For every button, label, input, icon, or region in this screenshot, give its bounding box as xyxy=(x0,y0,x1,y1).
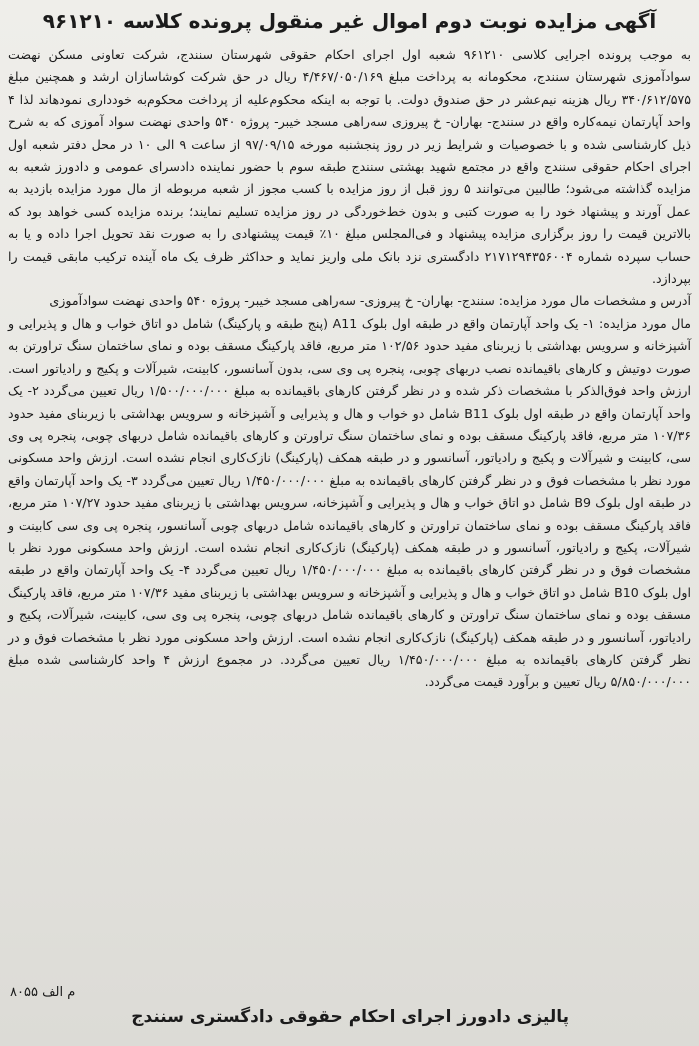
notice-paragraph-address: آدرس و مشخصات مال مورد مزایده: سنندج- بهاران- خ پیروزی- سه‌راهی مسجد خیبر- پروژه ۵۴۰ واحدی نهضت سوادآموزی xyxy=(49,293,691,309)
notice-title: آگهی مزایده نوبت دوم اموال غیر منقول پرونده کلاسه ۹۶۱۲۱۰ xyxy=(42,9,657,33)
notice-paragraph-items: مال مورد مزایده: ۱- یک واحد آپارتمان واقع در طبقه اول بلوک A11 (پنج طبقه و پارکینگ) شامل دو اتاق خواب و هال و پذیرایی و آشپزخانه و سرویس بهداشتی با زیربنای مفید حدود ۱۰۲/۵۶ متر مربع، فاقد پارکینگ مسقف بوده و نمای ساختمان سنگ تراورتن به صورت دوتیش و کارهای باقیمانده نصب دربهای چوبی، پنجره پی وی سی، بدون آسانسور، کابینت، شیرآلات و پکیج و رادیاتور است. ارزش واحد فوق‌الذکر با مشخصات ذکر شده و در نظر گرفتن کارهای باقیمانده به مبلغ ۱/۵۰۰/۰۰۰/۰۰۰ ریال تعیین می‌گردد ۲- یک واحد آپارتمان واقع در طبقه اول بلوک B11 شامل دو خواب و هال و پذیرایی و آشپزخانه و سرویس بهداشتی با زیربنای مفید حدود ۱۰۷/۳۶ متر مربع، فاقد پارکینگ مسقف بوده و نمای ساختمان سنگ تراورتن و کارهای باقیمانده شامل دربهای چوبی، پنجره پی وی سی، کابینت و شیرآلات و پکیج و رادیاتور، آسانسور و در طبقه همکف (پارکینگ) نازک‌کاری انجام نشده است. ارزش واحد مسکونی مورد نظر با مشخصات فوق و در نظر گرفتن کارهای باقیمانده به مبلغ ۱/۴۵۰/۰۰۰/۰۰۰ ریال تعیین می‌گردد ۳- یک واحد آپارتمان واقع در طبقه اول بلوک B9 شامل دو اتاق خواب و هال و پذیرایی و آشپزخانه، سرویس بهداشتی با زیربنای مفید حدود ۱۰۷/۲۷ متر مربع، فاقد پارکینگ مسقف بوده و نمای ساختمان تراورتن و کارهای باقیمانده شامل دربهای چوبی آسانسور، پنجره پی وی سی کابینت و شیرآلات، پکیج و رادیاتور، آسانسور و در طبقه همکف (پارکینگ) نازک‌کاری انجام نشده است. ارزش واحد مسکونی مورد نظر با مشخصات فوق و در نظر گرفتن کارهای باقیمانده به مبلغ ۱/۴۵۰/۰۰۰/۰۰۰ ریال تعیین می‌گردد ۴- یک واحد آپارتمان واقع در طبقه اول بلوک B10 شامل دو اتاق خواب و هال و پذیرایی و آشپزخانه و سرویس بهداشتی با زیربنای مفید ۱۰۷/۳۶ متر مربع، فاقد پارکینگ مسقف بوده و نمای ساختمان سنگ تراورتن و کارهای باقیمانده شامل دربهای چوبی، پنجره پی وی سی، کابینت، شیرآلات، پکیج و رادیاتور، آسانسور و در طبقه همکف (پارکینگ) نازک‌کاری انجام نشده است. ارزش واحد مسکونی مورد نظر با مشخصات فوق و در نظر گرفتن کارهای باقیمانده به مبلغ ۱/۴۵۰/۰۰۰/۰۰۰ ریال تعیین می‌گردد. در مجموع ارزش ۴ واحد کارشناسی شده مبلغ ۵/۸۵۰/۰۰۰/۰۰۰ ریال تعیین و برآورد قیمت می‌گردد. xyxy=(8,315,692,690)
notice-paragraph-intro: به موجب پرونده اجرایی کلاسی ۹۶۱۲۱۰ شعبه اول اجرای احکام حقوقی شهرستان سنندج، شرکت تعاونی مسکن نهضت سوادآموزی شهرستان سنندج، محکومانه به پرداخت مبلغ ۴/۴۶۷/۰۵۰/۱۶۹ ریال در حق شرکت کوشاسازان ارشد و همچنین مبلغ ۳۴۰/۶۱۲/۵۷۵ ریال هزینه نیم‌عشر در حق صندوق دولت. با توجه به اینکه محکوم‌علیه از پرداخت محکوم‌به خودداری نمودهاند لذا ۴ واحد آپارتمان نیمه‌کاره واقع در سنندج- بهاران- خ پیروزی سه‌راهی مسجد خیبر- پروژه ۵۴۰ واحدی نهضت سواد آموزی که به شرح ذیل کارشناسی شده و با خصوصیات و شرایط زیر در روز پنجشنبه مورخه ۹۷/۰۹/۱۵ از ساعت ۹ الی ۱۰ در محل دفتر شعبه اول اجرای احکام حقوقی سنندج واقع در مجتمع شهید بهشتی سنندج طبقه سوم با حضور نماینده دادسرای عمومی و دادورز شعبه به مزایده گذاشته می‌شود؛ طالبین می‌توانند ۵ روز قبل از روز مزایده با کسب مجوز از شعبه مربوطه از مال مورد مزایده بازدید به عمل آورند و پیشنهاد خود را به صورت کتبی و بدون خط‌خوردگی در روز مزایده تسلیم نمایند؛ برنده مزایده کسی خواهد بود که بالاترین قیمت را روز برگزاری مزایده پیشنهاد و فی‌المجلس مبلغ ۱۰٪ قیمت پیشنهادی را به صورت نقد تحویل اجرا داده و یا به حساب سپرده شماره ۲۱۷۱۲۹۴۳۵۶۰۰۴ دادگستری نزد بانک ملی واریز نماید و حداکثر ظرف یک ماه آینده ترکیب مابقی قیمت را بپردازد. xyxy=(8,47,692,287)
reference-code: م الف ۸۰۵۵ xyxy=(10,985,76,1000)
auction-notice xyxy=(8,8,691,694)
signature-line: پالیزی دادورز اجرای احکام حقوقی دادگستری سنندج xyxy=(131,1007,569,1027)
